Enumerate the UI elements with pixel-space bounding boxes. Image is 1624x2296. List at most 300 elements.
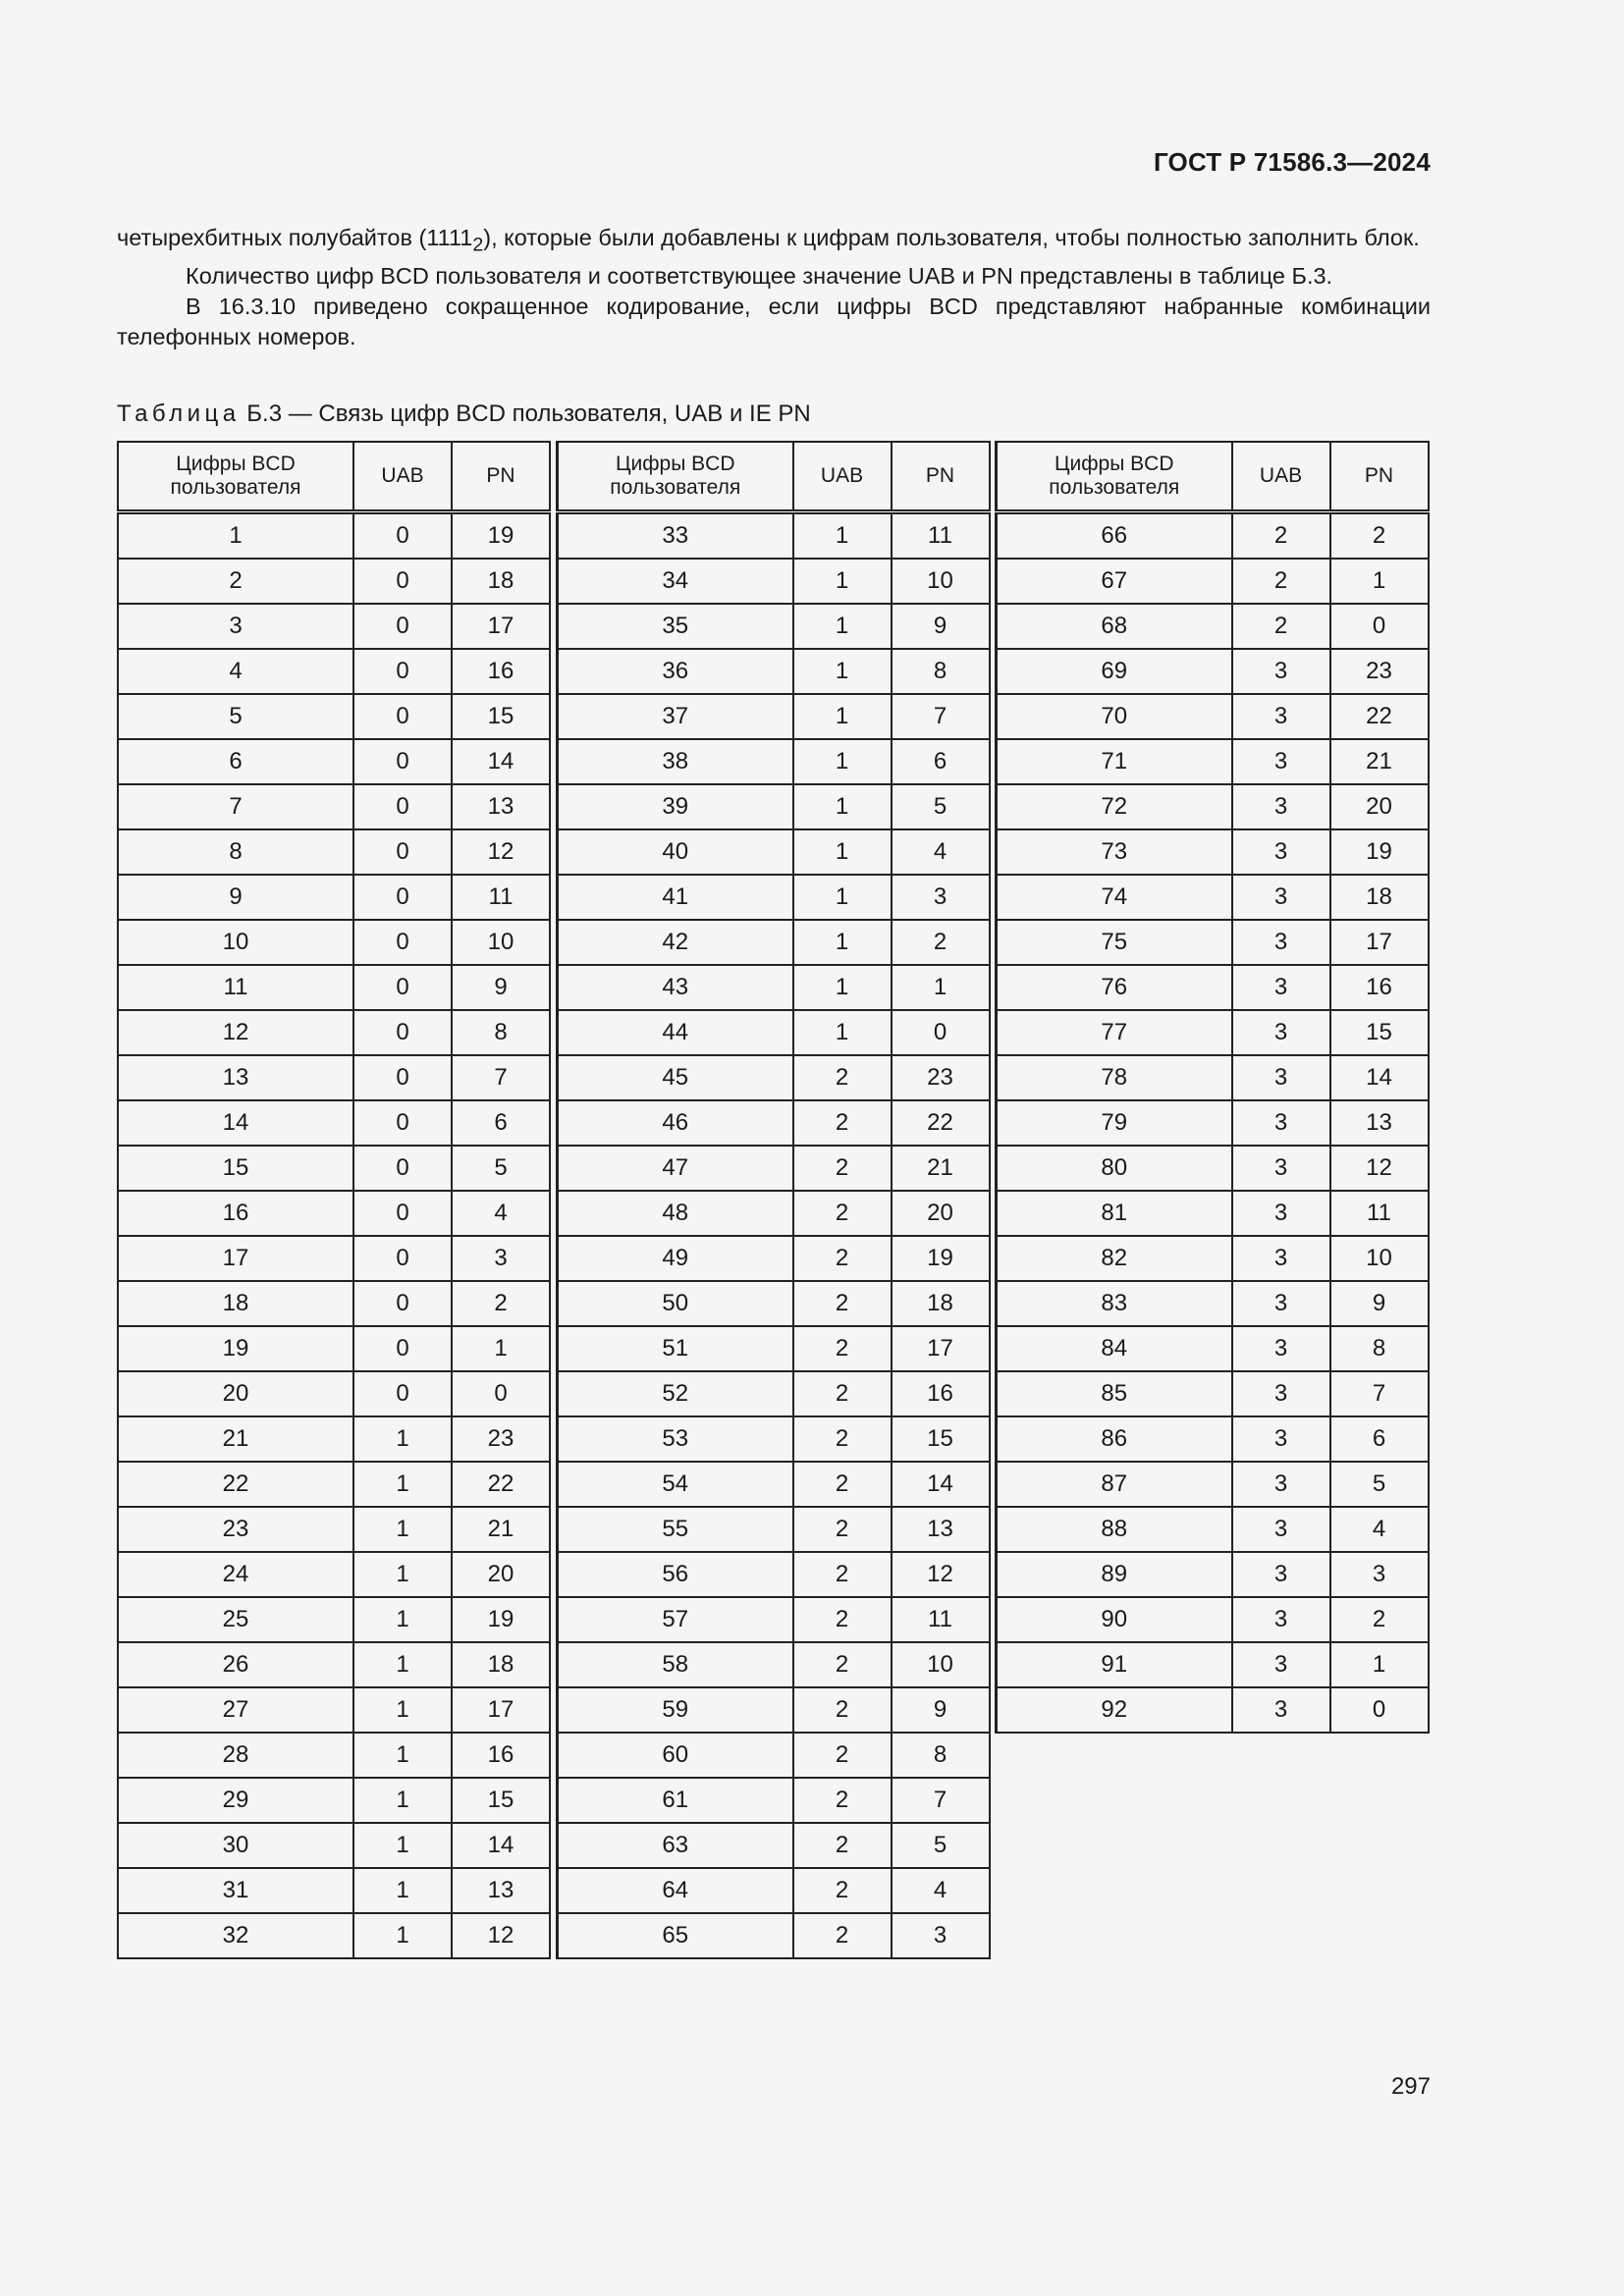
column-header-bcd-digits: Цифры BCD пользователя — [997, 442, 1232, 512]
cell-uab: 3 — [1232, 1281, 1330, 1326]
cell-bcd-digits: 92 — [997, 1687, 1232, 1733]
cell-uab: 1 — [353, 1913, 452, 1958]
cell-uab: 1 — [353, 1823, 452, 1868]
cell-uab: 0 — [353, 784, 452, 829]
cell-uab: 1 — [353, 1597, 452, 1642]
cell-pn: 0 — [452, 1371, 550, 1416]
column-header-uab: UAB — [793, 442, 892, 512]
table-row — [558, 1146, 990, 1191]
cell-bcd-digits: 82 — [997, 1236, 1232, 1281]
cell-bcd-digits: 54 — [558, 1462, 793, 1507]
cell-pn: 22 — [1330, 694, 1429, 739]
cell-uab: 1 — [793, 604, 892, 649]
column-header-bcd-digits: Цифры BCD пользователя — [558, 442, 793, 512]
table-row — [558, 1733, 990, 1778]
cell-uab: 1 — [353, 1552, 452, 1597]
table-row — [118, 1597, 550, 1642]
table-row — [558, 1823, 990, 1868]
table-row — [118, 1281, 550, 1326]
cell-pn: 3 — [452, 1236, 550, 1281]
table-row — [558, 1416, 990, 1462]
cell-bcd-digits: 55 — [558, 1507, 793, 1552]
document-header: ГОСТ Р 71586.3—2024 — [1153, 147, 1431, 177]
cell-uab: 0 — [353, 965, 452, 1010]
table-row — [558, 1236, 990, 1281]
cell-uab: 2 — [793, 1868, 892, 1913]
cell-bcd-digits: 40 — [558, 829, 793, 875]
cell-pn: 4 — [892, 829, 990, 875]
cell-pn: 19 — [1330, 829, 1429, 875]
cell-pn: 14 — [1330, 1055, 1429, 1100]
cell-uab: 3 — [1232, 1507, 1330, 1552]
table-row — [558, 1326, 990, 1371]
cell-uab: 1 — [353, 1778, 452, 1823]
table-row — [118, 512, 550, 560]
cell-pn: 11 — [892, 1597, 990, 1642]
cell-bcd-digits: 63 — [558, 1823, 793, 1868]
cell-pn: 6 — [892, 739, 990, 784]
table-row — [997, 649, 1429, 694]
cell-uab: 2 — [793, 1462, 892, 1507]
cell-bcd-digits: 24 — [118, 1552, 353, 1597]
cell-bcd-digits: 17 — [118, 1236, 353, 1281]
cell-pn: 2 — [452, 1281, 550, 1326]
cell-bcd-digits: 32 — [118, 1913, 353, 1958]
cell-uab: 1 — [793, 829, 892, 875]
cell-uab: 2 — [793, 1778, 892, 1823]
cell-uab: 0 — [353, 1236, 452, 1281]
cell-pn: 8 — [1330, 1326, 1429, 1371]
table-row — [118, 1010, 550, 1055]
cell-uab: 0 — [353, 559, 452, 604]
cell-bcd-digits: 23 — [118, 1507, 353, 1552]
cell-uab: 2 — [793, 1236, 892, 1281]
cell-bcd-digits: 69 — [997, 649, 1232, 694]
table-row — [118, 1371, 550, 1416]
cell-pn: 15 — [452, 694, 550, 739]
table-row — [997, 1462, 1429, 1507]
table-header-row — [118, 442, 550, 512]
cell-pn: 8 — [892, 649, 990, 694]
cell-uab: 1 — [353, 1507, 452, 1552]
cell-bcd-digits: 67 — [997, 559, 1232, 604]
cell-bcd-digits: 18 — [118, 1281, 353, 1326]
cell-pn: 20 — [892, 1191, 990, 1236]
cell-pn: 11 — [892, 512, 990, 560]
paragraph-1-part-b: ), которые были добавлены к цифрам пользователя, чтобы полностью заполнить блок. — [483, 225, 1420, 250]
cell-bcd-digits: 16 — [118, 1191, 353, 1236]
cell-pn: 14 — [892, 1462, 990, 1507]
cell-pn: 4 — [892, 1868, 990, 1913]
cell-uab: 1 — [353, 1416, 452, 1462]
cell-bcd-digits: 74 — [997, 875, 1232, 920]
table-row — [558, 1913, 990, 1958]
cell-uab: 0 — [353, 739, 452, 784]
table-row — [558, 1507, 990, 1552]
cell-uab: 3 — [1232, 1371, 1330, 1416]
cell-bcd-digits: 53 — [558, 1416, 793, 1462]
table-caption-label: Таблица — [117, 400, 241, 427]
table-row — [558, 1055, 990, 1100]
cell-pn: 15 — [452, 1778, 550, 1823]
cell-bcd-digits: 71 — [997, 739, 1232, 784]
table-block-1 — [117, 441, 551, 1959]
cell-uab: 1 — [793, 965, 892, 1010]
table-row — [558, 512, 990, 560]
cell-pn: 3 — [892, 875, 990, 920]
cell-bcd-digits: 15 — [118, 1146, 353, 1191]
paragraph-1-subscript: 2 — [472, 234, 484, 256]
cell-pn: 9 — [1330, 1281, 1429, 1326]
cell-uab: 0 — [353, 1191, 452, 1236]
cell-pn: 7 — [892, 1778, 990, 1823]
cell-uab: 1 — [793, 1010, 892, 1055]
cell-pn: 18 — [452, 559, 550, 604]
table-row — [997, 1552, 1429, 1597]
paragraph-1-part-a: четырехбитных полубайтов (1111 — [117, 225, 473, 250]
cell-uab: 2 — [793, 1823, 892, 1868]
cell-bcd-digits: 37 — [558, 694, 793, 739]
table-row — [558, 1100, 990, 1146]
cell-pn: 18 — [452, 1642, 550, 1687]
cell-uab: 2 — [1232, 559, 1330, 604]
cell-pn: 21 — [452, 1507, 550, 1552]
paragraph-2: Количество цифр BCD пользователя и соответствующее значение UAB и PN представлены в таблице Б.3. — [186, 262, 1333, 289]
table-row — [558, 1462, 990, 1507]
table-row — [997, 1146, 1429, 1191]
cell-pn: 11 — [1330, 1191, 1429, 1236]
cell-uab: 1 — [793, 875, 892, 920]
cell-pn: 1 — [1330, 559, 1429, 604]
cell-uab: 1 — [793, 920, 892, 965]
table-row — [118, 1100, 550, 1146]
cell-bcd-digits: 51 — [558, 1326, 793, 1371]
cell-pn: 18 — [1330, 875, 1429, 920]
cell-pn: 1 — [892, 965, 990, 1010]
table-row — [558, 1371, 990, 1416]
cell-bcd-digits: 89 — [997, 1552, 1232, 1597]
table-row — [558, 1868, 990, 1913]
cell-uab: 1 — [353, 1687, 452, 1733]
table-row — [118, 694, 550, 739]
cell-bcd-digits: 45 — [558, 1055, 793, 1100]
cell-uab: 0 — [353, 1371, 452, 1416]
cell-uab: 3 — [1232, 1552, 1330, 1597]
cell-pn: 5 — [892, 1823, 990, 1868]
cell-bcd-digits: 91 — [997, 1642, 1232, 1687]
cell-pn: 10 — [892, 559, 990, 604]
cell-uab: 0 — [353, 1326, 452, 1371]
table-row — [558, 920, 990, 965]
cell-bcd-digits: 19 — [118, 1326, 353, 1371]
cell-bcd-digits: 42 — [558, 920, 793, 965]
cell-pn: 1 — [452, 1326, 550, 1371]
cell-uab: 0 — [353, 512, 452, 560]
cell-pn: 2 — [892, 920, 990, 965]
cell-uab: 0 — [353, 1146, 452, 1191]
table-row — [997, 512, 1429, 560]
cell-uab: 3 — [1232, 1416, 1330, 1462]
cell-uab: 1 — [793, 559, 892, 604]
table-row — [997, 1055, 1429, 1100]
cell-bcd-digits: 3 — [118, 604, 353, 649]
table-row — [118, 649, 550, 694]
cell-bcd-digits: 7 — [118, 784, 353, 829]
page-number: 297 — [1390, 2073, 1431, 2100]
cell-pn: 13 — [892, 1507, 990, 1552]
cell-bcd-digits: 73 — [997, 829, 1232, 875]
cell-uab: 1 — [353, 1868, 452, 1913]
table-row — [118, 1913, 550, 1958]
cell-bcd-digits: 47 — [558, 1146, 793, 1191]
cell-uab: 0 — [353, 1281, 452, 1326]
cell-bcd-digits: 72 — [997, 784, 1232, 829]
cell-uab: 3 — [1232, 1146, 1330, 1191]
cell-pn: 10 — [452, 920, 550, 965]
cell-bcd-digits: 70 — [997, 694, 1232, 739]
table-row — [118, 1778, 550, 1823]
cell-pn: 5 — [452, 1146, 550, 1191]
cell-bcd-digits: 78 — [997, 1055, 1232, 1100]
table-row — [997, 1687, 1429, 1733]
cell-uab: 1 — [793, 739, 892, 784]
cell-uab: 3 — [1232, 784, 1330, 829]
table-header-row — [997, 442, 1429, 512]
column-header-pn: PN — [452, 442, 550, 512]
cell-bcd-digits: 30 — [118, 1823, 353, 1868]
table-row — [558, 604, 990, 649]
cell-uab: 0 — [353, 875, 452, 920]
table-row — [558, 1281, 990, 1326]
cell-bcd-digits: 2 — [118, 559, 353, 604]
cell-uab: 1 — [793, 649, 892, 694]
cell-bcd-digits: 33 — [558, 512, 793, 560]
table-row — [118, 784, 550, 829]
cell-pn: 16 — [1330, 965, 1429, 1010]
cell-uab: 3 — [1232, 649, 1330, 694]
table-row — [118, 1055, 550, 1100]
cell-bcd-digits: 26 — [118, 1642, 353, 1687]
cell-pn: 13 — [452, 1868, 550, 1913]
cell-pn: 9 — [892, 1687, 990, 1733]
cell-bcd-digits: 5 — [118, 694, 353, 739]
cell-uab: 2 — [793, 1416, 892, 1462]
table-row — [118, 1326, 550, 1371]
cell-bcd-digits: 84 — [997, 1326, 1232, 1371]
cell-uab: 0 — [353, 829, 452, 875]
table-row — [118, 1823, 550, 1868]
cell-pn: 14 — [452, 739, 550, 784]
cell-uab: 2 — [793, 1191, 892, 1236]
cell-bcd-digits: 79 — [997, 1100, 1232, 1146]
cell-uab: 3 — [1232, 1597, 1330, 1642]
cell-uab: 0 — [353, 1055, 452, 1100]
cell-pn: 17 — [452, 1687, 550, 1733]
table-row — [558, 694, 990, 739]
table-row — [558, 1642, 990, 1687]
table-caption — [117, 399, 811, 429]
table-row — [118, 1552, 550, 1597]
table-header-row — [558, 442, 990, 512]
table-row — [118, 965, 550, 1010]
cell-bcd-digits: 80 — [997, 1146, 1232, 1191]
cell-uab: 3 — [1232, 1236, 1330, 1281]
cell-uab: 3 — [1232, 965, 1330, 1010]
cell-bcd-digits: 35 — [558, 604, 793, 649]
cell-pn: 19 — [892, 1236, 990, 1281]
cell-bcd-digits: 36 — [558, 649, 793, 694]
cell-bcd-digits: 27 — [118, 1687, 353, 1733]
cell-uab: 2 — [793, 1507, 892, 1552]
cell-uab: 0 — [353, 1010, 452, 1055]
table-row — [997, 559, 1429, 604]
table-row — [558, 649, 990, 694]
cell-pn: 2 — [1330, 1597, 1429, 1642]
cell-uab: 2 — [793, 1281, 892, 1326]
cell-bcd-digits: 68 — [997, 604, 1232, 649]
cell-bcd-digits: 28 — [118, 1733, 353, 1778]
cell-uab: 1 — [793, 694, 892, 739]
cell-uab: 2 — [1232, 604, 1330, 649]
cell-pn: 4 — [452, 1191, 550, 1236]
table-row — [997, 965, 1429, 1010]
cell-pn: 7 — [892, 694, 990, 739]
cell-bcd-digits: 31 — [118, 1868, 353, 1913]
cell-bcd-digits: 43 — [558, 965, 793, 1010]
cell-pn: 3 — [1330, 1552, 1429, 1597]
cell-pn: 5 — [1330, 1462, 1429, 1507]
cell-bcd-digits: 58 — [558, 1642, 793, 1687]
cell-bcd-digits: 6 — [118, 739, 353, 784]
cell-uab: 3 — [1232, 1055, 1330, 1100]
cell-pn: 17 — [892, 1326, 990, 1371]
cell-pn: 21 — [1330, 739, 1429, 784]
table-row — [997, 920, 1429, 965]
cell-pn: 9 — [452, 965, 550, 1010]
cell-bcd-digits: 11 — [118, 965, 353, 1010]
table-row — [997, 784, 1429, 829]
cell-pn: 10 — [892, 1642, 990, 1687]
table-row — [118, 1462, 550, 1507]
cell-uab: 1 — [353, 1642, 452, 1687]
cell-uab: 1 — [793, 512, 892, 560]
cell-pn: 11 — [452, 875, 550, 920]
cell-pn: 3 — [892, 1913, 990, 1958]
table-row — [997, 1010, 1429, 1055]
table-row — [997, 875, 1429, 920]
column-header-pn: PN — [892, 442, 990, 512]
cell-uab: 3 — [1232, 694, 1330, 739]
cell-uab: 2 — [793, 1146, 892, 1191]
cell-bcd-digits: 41 — [558, 875, 793, 920]
table-row — [558, 1552, 990, 1597]
cell-pn: 6 — [452, 1100, 550, 1146]
cell-uab: 0 — [353, 649, 452, 694]
cell-bcd-digits: 60 — [558, 1733, 793, 1778]
cell-bcd-digits: 76 — [997, 965, 1232, 1010]
table-row — [118, 739, 550, 784]
table-row — [558, 1597, 990, 1642]
cell-uab: 0 — [353, 604, 452, 649]
cell-bcd-digits: 25 — [118, 1597, 353, 1642]
cell-pn: 8 — [892, 1733, 990, 1778]
table-row — [997, 829, 1429, 875]
cell-bcd-digits: 20 — [118, 1371, 353, 1416]
cell-uab: 3 — [1232, 920, 1330, 965]
cell-uab: 3 — [1232, 1326, 1330, 1371]
table-row — [997, 739, 1429, 784]
cell-pn: 16 — [452, 649, 550, 694]
table-row — [118, 1687, 550, 1733]
table-row — [558, 829, 990, 875]
cell-bcd-digits: 44 — [558, 1010, 793, 1055]
cell-pn: 13 — [1330, 1100, 1429, 1146]
column-header-uab: UAB — [353, 442, 452, 512]
cell-uab: 3 — [1232, 875, 1330, 920]
cell-pn: 12 — [892, 1552, 990, 1597]
cell-uab: 2 — [793, 1055, 892, 1100]
cell-bcd-digits: 64 — [558, 1868, 793, 1913]
cell-uab: 3 — [1232, 1191, 1330, 1236]
table-row — [558, 875, 990, 920]
cell-uab: 3 — [1232, 1687, 1330, 1733]
table-row — [558, 1778, 990, 1823]
table-row — [997, 1416, 1429, 1462]
cell-uab: 0 — [353, 1100, 452, 1146]
cell-pn: 17 — [1330, 920, 1429, 965]
cell-bcd-digits: 65 — [558, 1913, 793, 1958]
cell-pn: 8 — [452, 1010, 550, 1055]
cell-bcd-digits: 13 — [118, 1055, 353, 1100]
table-row — [118, 1733, 550, 1778]
cell-bcd-digits: 61 — [558, 1778, 793, 1823]
cell-pn: 13 — [452, 784, 550, 829]
cell-bcd-digits: 39 — [558, 784, 793, 829]
cell-pn: 5 — [892, 784, 990, 829]
column-header-pn: PN — [1330, 442, 1429, 512]
cell-bcd-digits: 49 — [558, 1236, 793, 1281]
cell-bcd-digits: 10 — [118, 920, 353, 965]
cell-bcd-digits: 21 — [118, 1416, 353, 1462]
table-row — [118, 559, 550, 604]
cell-bcd-digits: 12 — [118, 1010, 353, 1055]
cell-uab: 3 — [1232, 1100, 1330, 1146]
cell-bcd-digits: 50 — [558, 1281, 793, 1326]
cell-pn: 7 — [452, 1055, 550, 1100]
table-row — [118, 1507, 550, 1552]
cell-uab: 2 — [793, 1326, 892, 1371]
cell-pn: 22 — [452, 1462, 550, 1507]
cell-uab: 2 — [1232, 512, 1330, 560]
cell-bcd-digits: 22 — [118, 1462, 353, 1507]
cell-bcd-digits: 52 — [558, 1371, 793, 1416]
table-row — [118, 1146, 550, 1191]
cell-pn: 20 — [1330, 784, 1429, 829]
cell-pn: 19 — [452, 1597, 550, 1642]
paragraph-3: В 16.3.10 приведено сокращенное кодирование, если цифры BCD представляют набранные комбинации телефонных номеров. — [117, 293, 1431, 349]
cell-pn: 6 — [1330, 1416, 1429, 1462]
cell-pn: 15 — [1330, 1010, 1429, 1055]
cell-bcd-digits: 8 — [118, 829, 353, 875]
table-row — [997, 1326, 1429, 1371]
body-text — [117, 223, 1431, 352]
table-row — [118, 875, 550, 920]
table-row — [558, 559, 990, 604]
column-header-bcd-digits: Цифры BCD пользователя — [118, 442, 353, 512]
cell-bcd-digits: 77 — [997, 1010, 1232, 1055]
table-row — [118, 604, 550, 649]
cell-bcd-digits: 56 — [558, 1552, 793, 1597]
